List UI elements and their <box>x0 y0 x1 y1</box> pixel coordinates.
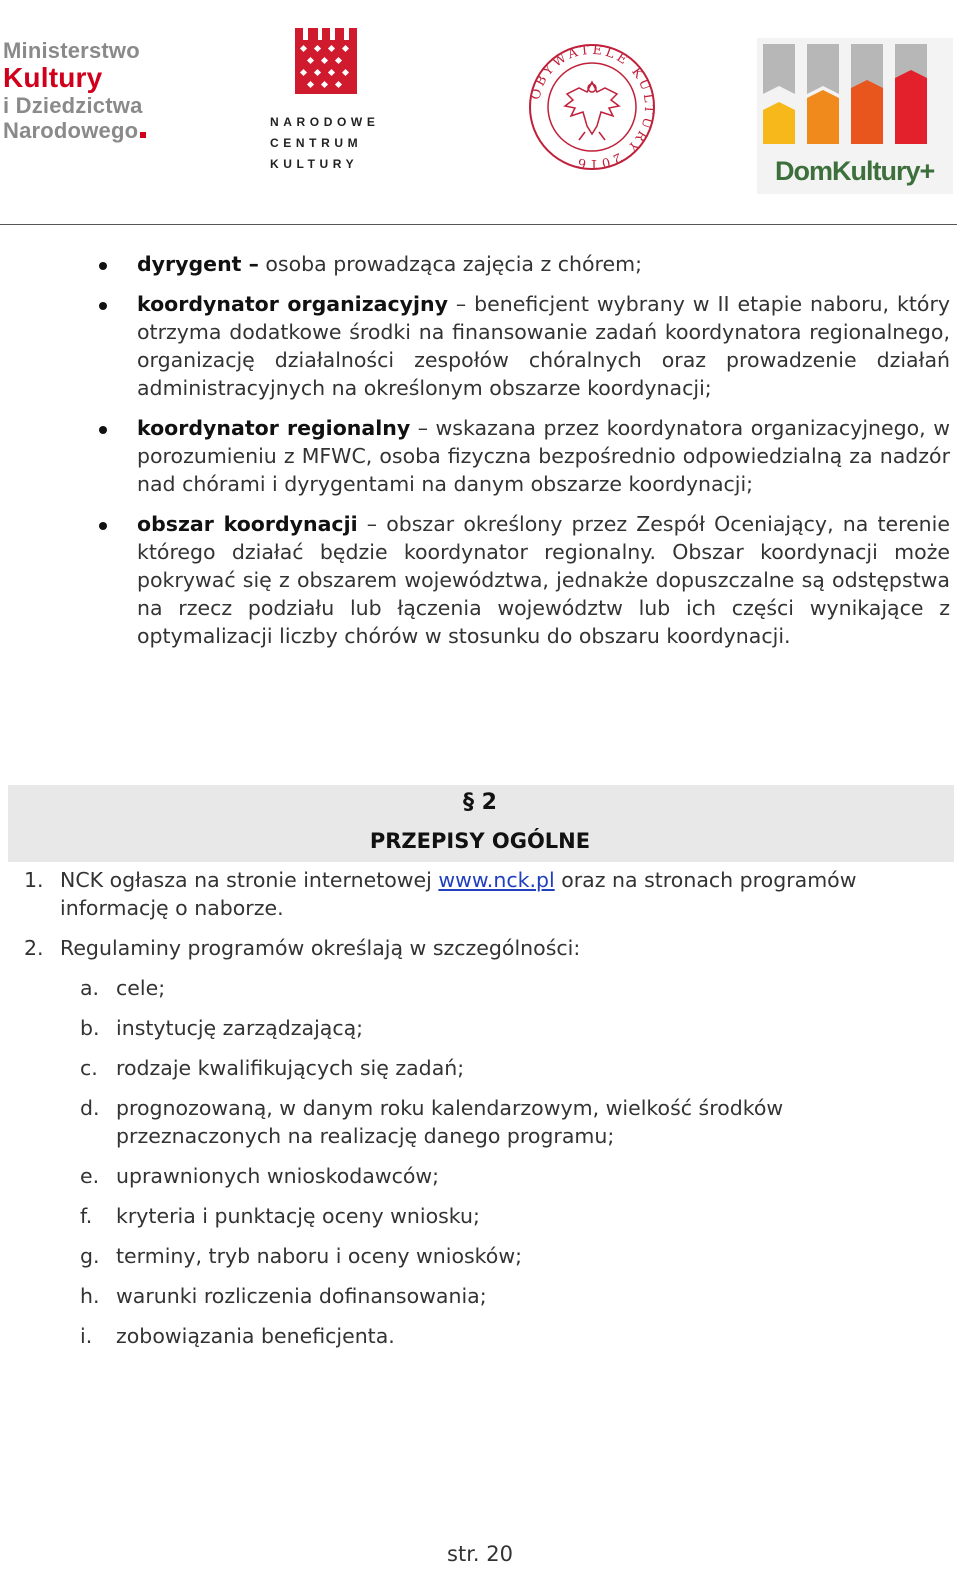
list-text: oraz na stronach programów informację o naborze. <box>60 868 857 920</box>
mkidn-logo-dot <box>140 132 146 138</box>
definition-text: – wskazana przez koordynatora organizacyjnego, w porozumieniu z MFWC, osoba fizyczna bezpośrednio odpowiedzialną za nadzór nad chórami i dyrygentami na danym obszarze koordynacji; <box>137 416 950 496</box>
nck-logo-line: CENTRUM <box>270 136 363 150</box>
bullet-icon <box>99 302 107 310</box>
seal-text: OBYWATELE KULTURY 2016 <box>528 42 657 172</box>
domkultury-logo-mark <box>757 38 953 148</box>
mkidn-logo-line: i Dziedzictwa <box>3 93 143 118</box>
nck-website-link[interactable]: www.nck.pl <box>438 868 555 892</box>
nck-logo-line: KULTURY <box>270 157 359 171</box>
document-header <box>0 0 960 226</box>
sub-list-text: prognozowaną, w danym roku kalendarzowym, wielkość środków przeznaczonych na realizację danego programu; <box>116 1096 784 1148</box>
bullet-icon <box>99 426 107 434</box>
list-item <box>0 934 940 962</box>
bullet-icon <box>99 262 107 270</box>
list-number: 2. <box>24 936 44 960</box>
list-text: Regulaminy programów określają w szczególności: <box>60 936 581 960</box>
definition-text: – beneficjent wybrany w II etapie naboru, który otrzyma dodatkowe środki na finansowanie zadań koordynatora regionalnego, organizację działalności zespołów chóralnych oraz prowadzenie działań administracyjnych na określonym obszarze koordynacji; <box>137 292 951 400</box>
sub-list-item <box>0 974 856 1002</box>
sub-list-text: cele; <box>116 976 166 1000</box>
mkidn-logo-line: Kultury <box>3 62 103 93</box>
obywatele-kultury-seal <box>527 42 657 172</box>
sub-list-item <box>0 1094 856 1150</box>
page-number: str. 20 <box>447 1542 513 1566</box>
sub-list-letter: c. <box>80 1056 98 1080</box>
section-title: PRZEPISY OGÓLNE <box>369 829 591 853</box>
domkultury-logo-text: DomKultury+ <box>775 156 935 186</box>
domkultury-logo <box>757 38 953 194</box>
mkidn-logo-line: Narodowego <box>3 118 139 143</box>
sub-list-item <box>0 1242 856 1270</box>
definition-item <box>0 290 960 402</box>
mkidn-logo <box>3 38 178 143</box>
sub-list-letter: d. <box>80 1096 100 1120</box>
general-provisions-list <box>0 866 960 1362</box>
sub-list-text: uprawnionych wnioskodawców; <box>116 1164 440 1188</box>
nck-logo-line: NARODOWE <box>270 115 380 129</box>
sub-list-item <box>0 1014 856 1042</box>
bullet-icon <box>99 522 107 530</box>
sub-list-letter: a. <box>80 976 100 1000</box>
sub-list-text: zobowiązania beneficjenta. <box>116 1324 395 1348</box>
list-item <box>0 866 940 922</box>
sub-list-text: kryteria i punktację oceny wniosku; <box>116 1204 480 1228</box>
sub-list-text: warunki rozliczenia dofinansowania; <box>116 1284 487 1308</box>
definition-item <box>0 414 960 498</box>
definition-term: obszar koordynacji <box>137 512 358 536</box>
seal-icon <box>527 42 657 172</box>
definition-text: – obszar określony przez Zespół Oceniający, na terenie którego działać będzie koordynator regionalny. Obszar koordynacji może pokrywać się z obszarem województwa, jednakże dopuszczalne są odstępstwa na rzecz podziału lub łączenia województw lub ich części wynikające z optymalizacji liczby chórów w stosunku do obszaru koordynacji. <box>137 512 950 648</box>
header-divider <box>0 224 957 225</box>
sub-list-letter: e. <box>80 1164 100 1188</box>
sub-list-letter: g. <box>80 1244 100 1268</box>
sub-list <box>0 974 960 1350</box>
sub-list-text: terminy, tryb naboru i oceny wniosków; <box>116 1244 523 1268</box>
definitions-list <box>0 250 960 662</box>
definition-term: koordynator regionalny <box>137 416 411 440</box>
sub-list-letter: f. <box>80 1204 93 1228</box>
list-number: 1. <box>24 868 44 892</box>
definition-term: dyrygent – <box>137 252 259 276</box>
sub-list-item <box>0 1322 856 1350</box>
sub-list-letter: h. <box>80 1284 100 1308</box>
sub-list-item <box>0 1054 856 1082</box>
sub-list-letter: b. <box>80 1016 100 1040</box>
definition-item <box>0 250 960 278</box>
nck-logo-mark <box>295 28 357 94</box>
definition-term: koordynator organizacyjny <box>137 292 448 316</box>
definition-text: osoba prowadząca zajęcia z chórem; <box>258 252 643 276</box>
sub-list-item <box>0 1202 856 1230</box>
sub-list-text: instytucję zarządzającą; <box>116 1016 364 1040</box>
sub-list-item <box>0 1162 856 1190</box>
mkidn-logo-line: Ministerstwo <box>3 38 140 63</box>
sub-list-letter: i. <box>80 1324 93 1348</box>
definition-item <box>0 510 960 650</box>
list-text: NCK ogłasza na stronie internetowej <box>60 868 439 892</box>
section-number: § 2 <box>463 790 497 815</box>
sub-list-item <box>0 1282 856 1310</box>
sub-list-text: rodzaje kwalifikujących się zadań; <box>116 1056 465 1080</box>
